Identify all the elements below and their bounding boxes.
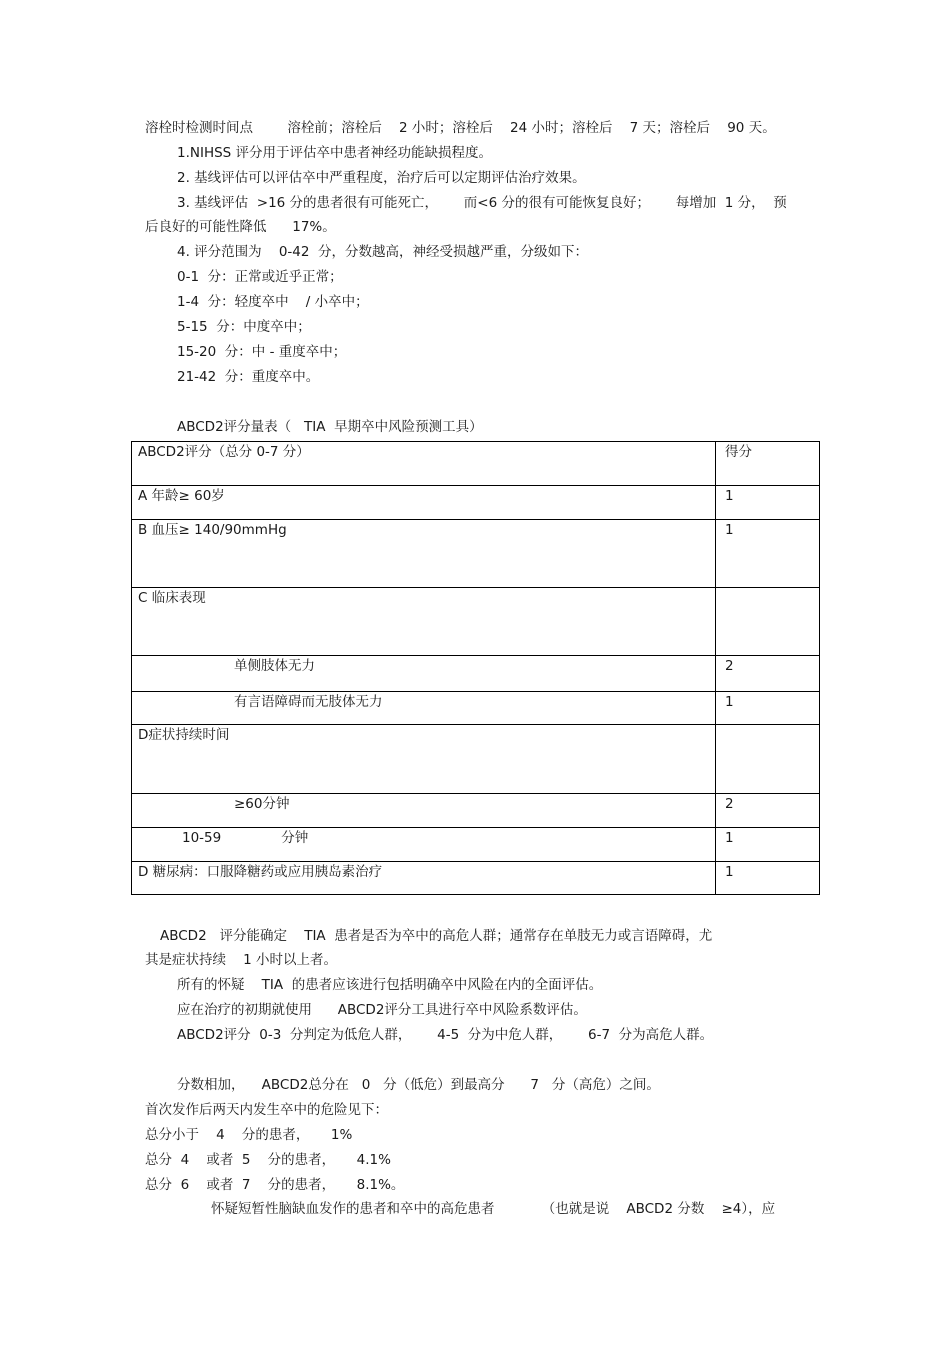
text-line-nihss-purpose: 1.NIHSS 评分用于评估卒中患者神经功能缺损程度。 <box>177 145 493 161</box>
table-cell-item: ≥60分钟 <box>132 794 716 828</box>
text-line-tia-assessment: 所有的怀疑 TIA 的患者应该进行包括明确卒中风险在内的全面评估。 <box>177 977 603 993</box>
table-cell-score <box>716 588 820 656</box>
text-line-suspected-tia: 怀疑短暂性脑缺血发作的患者和卒中的高危患者 （也就是说 ABCD2 分数 ≥4），应 <box>211 1201 776 1217</box>
table-cell-score: 2 <box>716 656 820 692</box>
grade-item-moderate: 5-15 分：中度卒中； <box>177 319 311 335</box>
grade-item-mild: 1-4 分：轻度卒中 / 小卒中； <box>177 294 369 310</box>
table-row <box>132 588 820 656</box>
table-row <box>132 520 820 588</box>
table-cell-score: 1 <box>716 828 820 862</box>
table-cell-item: 有言语障碍而无肢体无力 <box>132 692 716 725</box>
risk-item-mid: 总分 4 或者 5 分的患者， 4.1% <box>145 1152 391 1168</box>
text-line-score-range: 4. 评分范围为 0-42 分，分数越高，神经受损越严重，分级如下： <box>177 244 589 260</box>
table-row <box>132 656 820 692</box>
table-cell-score: 1 <box>716 520 820 588</box>
table-row <box>132 794 820 828</box>
table-cell-item: B 血压≥ 140/90mmHg <box>132 520 716 588</box>
text-line-early-use: 应在治疗的初期就使用 ABCD2评分工具进行卒中风险系数评估。 <box>177 1002 587 1018</box>
risk-item-high: 总分 6 或者 7 分的患者， 8.1%。 <box>145 1177 405 1193</box>
table-cell-score <box>716 725 820 794</box>
text-line-baseline-prognosis: 3. 基线评估 >16 分的患者很有可能死亡， 而<6 分的很有可能恢复良好； 每增加 1 分， 预 <box>177 195 787 211</box>
table-cell-item: C 临床表现 <box>132 588 716 656</box>
grade-item-moderate-severe: 15-20 分：中 - 重度卒中； <box>177 344 347 360</box>
text-line-risk-groups: ABCD2评分 0-3 分判定为低危人群， 4-5 分为中危人群， 6-7 分为高危人群。 <box>177 1027 714 1043</box>
table-row <box>132 862 820 895</box>
table-cell-score: 1 <box>716 692 820 725</box>
header-cell-item: ABCD2评分（总分 0-7 分） <box>132 442 716 486</box>
table-cell-item: A 年龄≥ 60岁 <box>132 486 716 520</box>
table-row <box>132 486 820 520</box>
table-cell-item: 10-59 分钟 <box>132 828 716 862</box>
text-line-abcd2-determines: ABCD2 评分能确定 TIA 患者是否为卒中的高危人群；通常存在单肢无力或言语障碍，尤 <box>160 928 713 944</box>
table-row <box>132 692 820 725</box>
table-cell-score: 1 <box>716 862 820 895</box>
table-cell-score: 2 <box>716 794 820 828</box>
header-cell-score: 得分 <box>716 442 820 486</box>
grade-item-severe: 21-42 分：重度卒中。 <box>177 369 320 385</box>
table-cell-item: D 糖尿病：口服降糖药或应用胰岛素治疗 <box>132 862 716 895</box>
text-line-thrombolysis-timepoints: 溶栓时检测时间点 溶栓前；溶栓后 2 小时；溶栓后 24 小时；溶栓后 7 天；溶栓后 90 天。 <box>145 120 776 136</box>
table-cell-item: 单侧肢体无力 <box>132 656 716 692</box>
grade-item-normal: 0-1 分：正常或近乎正常； <box>177 269 343 285</box>
table-caption: ABCD2评分量表（ TIA 早期卒中风险预测工具） <box>177 419 483 435</box>
table-row <box>132 725 820 794</box>
abcd2-score-table <box>131 441 820 895</box>
table-cell-item: D症状持续时间 <box>132 725 716 794</box>
text-line-baseline-prognosis-cont: 后良好的可能性降低 17%。 <box>145 219 336 235</box>
table-cell-score: 1 <box>716 486 820 520</box>
text-line-baseline-eval: 2. 基线评估可以评估卒中严重程度，治疗后可以定期评估治疗效果。 <box>177 170 586 186</box>
table-row <box>132 828 820 862</box>
table-header-row <box>132 442 820 486</box>
text-line-total-range: 分数相加， ABCD2总分在 0 分（低危）到最高分 7 分（高危）之间。 <box>177 1077 660 1093</box>
risk-item-low: 总分小于 4 分的患者， 1% <box>145 1127 353 1143</box>
text-line-two-day-risk: 首次发作后两天内发生卒中的危险见下： <box>145 1102 388 1118</box>
text-line-abcd2-determines-cont: 其是症状持续 1 小时以上者。 <box>145 952 338 968</box>
